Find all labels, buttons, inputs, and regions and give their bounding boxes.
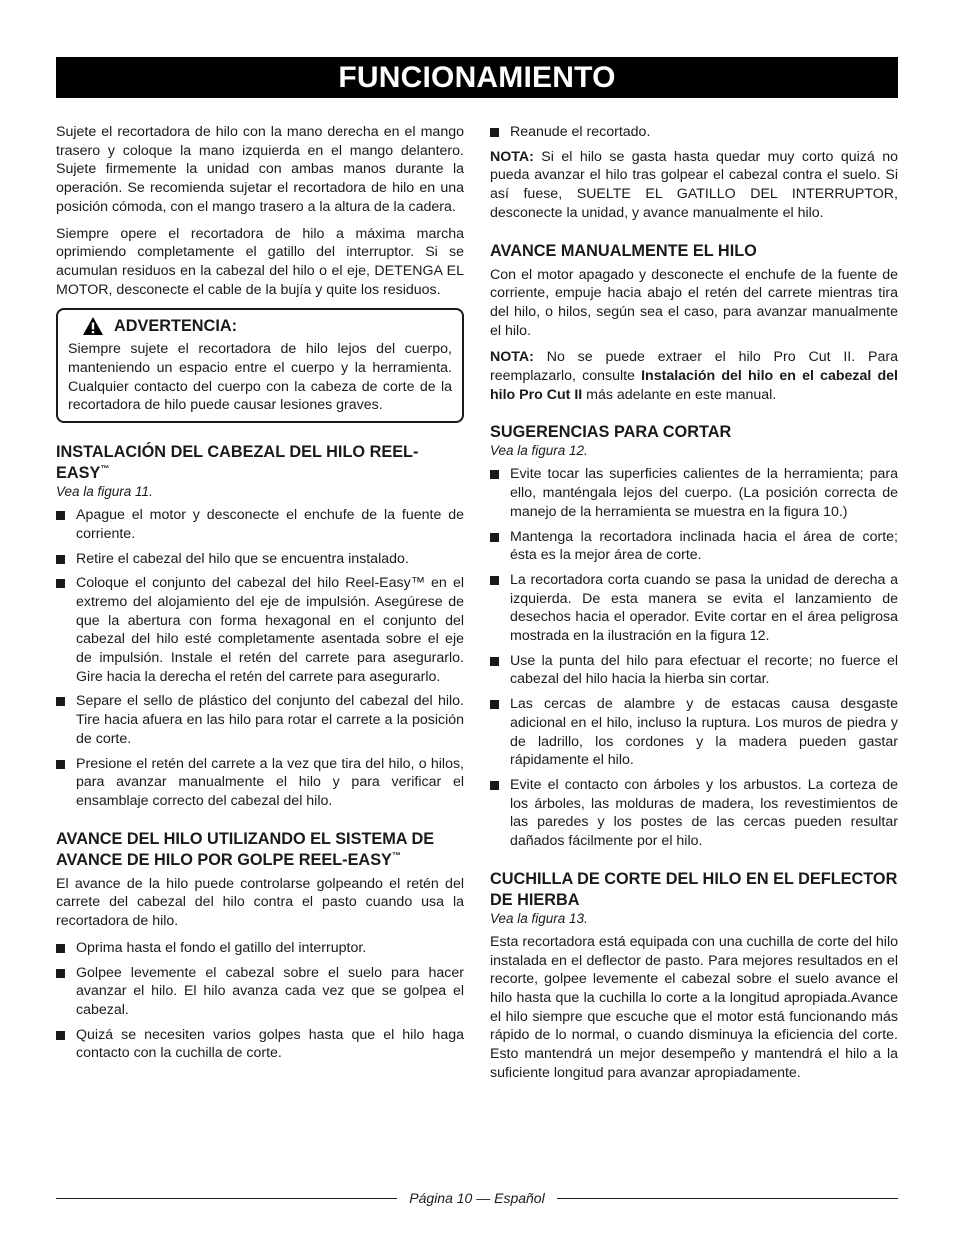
section-banner	[56, 57, 898, 98]
bump-section-title	[56, 829, 464, 871]
tips-list	[490, 465, 898, 850]
warning-triangle-icon	[82, 316, 104, 336]
note-label: NOTA:	[490, 349, 534, 366]
list-item: Retire el cabezal del hilo que se encuentra instalado.	[56, 550, 464, 569]
intro-paragraph-2: Siempre opere el recortadora de hilo a máxima marcha oprimiendo completamente el gatillo del interruptor. Si se acumulan residuos en la cabezal del hilo o el eje, DETENGA EL MOTOR, desconecte el cable de la bujía y quite los residuos.	[56, 225, 464, 298]
note-1	[490, 148, 898, 223]
see-figure-12: Vea la figura 12.	[490, 443, 588, 459]
note-2	[490, 348, 898, 404]
install-steps-list	[56, 506, 464, 811]
see-figure-11: Vea la figura 11.	[56, 484, 153, 500]
list-item: Presione el retén del carrete a la vez que tira del hilo, o hilos, para avanzar manualmente el hilo y para verificar el ensamblaje correcto del cabezal del hilo.	[56, 755, 464, 811]
manual-section-title: AVANCE MANUALMENTE EL HILO	[490, 241, 757, 260]
install-section-title	[56, 442, 464, 484]
list-item: La recortadora corta cuando se pasa la unidad de derecha a izquierda. De esta manera se evita el lanzamiento de desechos hacia el operador. Evite cortar en el área peligrosa mostrada en la ilustración en la figura 12.	[490, 571, 898, 646]
warning-text: Siempre sujete el recortadora de hilo lejos del cuerpo, manteniendo un espacio entre el cuerpo y la herramienta. Cualquier contacto del cuerpo con la cabeza de corte de la recortadora de hilo puede causar lesiones graves.	[68, 341, 452, 414]
trademark: ™	[100, 463, 110, 474]
page-number: Página 10 — Español	[409, 1190, 545, 1206]
note-label: NOTA:	[490, 148, 534, 165]
tips-section-title: SUGERENCIAS PARA CORTAR	[490, 423, 732, 442]
list-item: Evite tocar las superficies calientes de la herramienta; para ello, manténgala lejos del cuerpo. (La posición correcta de manejo de la herramienta se muestra en la figura 10.)	[490, 465, 898, 521]
bump-steps-list	[56, 939, 464, 1063]
list-item: Mantenga la recortadora inclinada hacia el área de corte; ésta es la mejor área de corte.	[490, 528, 898, 565]
note-text: No se puede extraer el hilo Pro Cut II. Para reemplazarlo, consulte	[490, 349, 898, 385]
list-item: Oprima hasta el fondo el gatillo del interruptor.	[56, 939, 464, 958]
list-item: Apague el motor y desconecte el enchufe de la fuente de corriente.	[56, 506, 464, 543]
note-text: Si el hilo se gasta hasta quedar muy corto quizá no pueda avanzar el hilo tras golpear el cabezal contra el suelo. Si así fuese, SUELTE EL GATILLO DEL INTERRUPTOR, desconecte la unidad, y avance manualmente el hilo.	[490, 148, 898, 221]
list-item: Use la punta del hilo para efectuar el recorte; no fuerce el cabezal del hilo hacia la hierba sin cortar.	[490, 652, 898, 689]
footer-rule-right	[557, 1198, 898, 1199]
list-item: Evite el contacto con árboles y los arbustos. La corteza de los árboles, las molduras de madera, los revestimientos de las paredes y los postes de las cercas pueden resultar dañados fácilmente por el hilo.	[490, 776, 898, 851]
list-item: Separe el sello de plástico del conjunto del cabezal del hilo. Tire hacia afuera en las hilo para rotar el carrete a la posición de corte.	[56, 692, 464, 748]
manual-text: Con el motor apagado y desconecte el enchufe de la fuente de corriente, empuje hacia abajo el retén del carrete mientras tira del hilo, o hilos, según sea el caso, para avanzar manualmente el hilo.	[490, 266, 898, 339]
list-item: Las cercas de alambre y de estacas causa desgaste adicional en el hilo, incluso la ruptura. Los muros de piedra y de ladrillo, los cordones y la madera pueden gastar rápidamente el hilo.	[490, 695, 898, 770]
footer-rule-left	[56, 1198, 397, 1199]
right-column	[490, 123, 898, 1090]
blade-section-title: CUCHILLA DE CORTE DEL HILO EN EL DEFLECTOR DE HIERBA	[490, 869, 898, 909]
blade-text: Esta recortadora está equipada con una cuchilla de corte del hilo instalada en el deflector de pasto. Para mejores resultados en el recorte, golpee levemente el cabezal sobre el suelo avance el hilo hasta que la cuchilla lo corte a la longitud apropiada.Avance el hilo siempre que escuche que el motor está funcionando más rápido de lo normal, o cuando disminuya la eficiencia del corte. Esto mantendrá un mejor desempeño y mantendrá el hilo a la suficiente longitud para avanzar apropiadamente.	[490, 933, 898, 1081]
bump-intro: El avance de la hilo puede controlarse golpeando el retén del carrete del cabezal del hilo contra el pasto cuando usa la recortadora de hilo.	[56, 875, 464, 930]
bump-title-text: AVANCE DEL HILO UTILIZANDO EL SISTEMA DE AVANCE DE HILO POR GOLPE REEL-EASY	[56, 829, 435, 869]
see-figure-13: Vea la figura 13.	[490, 910, 588, 926]
list-item: Quizá se necesiten varios golpes hasta que el hilo haga contacto con la cuchilla de corte.	[56, 1026, 464, 1063]
install-title-text: INSTALACIÓN DEL CABEZAL DEL HILO REEL-EASY	[56, 443, 419, 483]
warning-title: ADVERTENCIA:	[114, 316, 238, 335]
list-item: Golpee levemente el cabezal sobre el suelo para hacer avanzar el hilo. El hilo avanza cada vez que se golpea el cabezal.	[56, 964, 464, 1020]
list-item: Reanude el recortado.	[490, 123, 898, 142]
left-column	[56, 123, 464, 1071]
warning-header	[68, 316, 452, 336]
note-text: más adelante en este manual.	[582, 386, 777, 403]
warning-box	[56, 308, 464, 423]
page-footer	[56, 1188, 898, 1208]
resume-list	[490, 123, 898, 142]
note-reference: Instalación del hilo en el cabezal del hilo Pro Cut II	[490, 368, 898, 403]
list-item: Coloque el conjunto del cabezal del hilo Reel-Easy™ en el extremo del alojamiento del eje de impulsión. Asegúrese de que la abertura con forma hexagonal en el conjunto del cabezal del hilo esté completamente asentada sobre el eje de impulsión. Instale el retén del carrete para asegurarlo. Gire hacia la derecha el retén del carrete para asegurarlo.	[56, 574, 464, 686]
intro-paragraph-1: Sujete el recortadora de hilo con la mano derecha en el mango trasero y coloque la mano izquierda en el mango delantero. Sujete firmemente la unidad con ambas manos durante la operación. Se recomienda sujetar el recortadora de hilo en una posición cómoda, con el mango trasero a la altura de la cadera.	[56, 124, 464, 215]
trademark: ™	[391, 850, 401, 861]
page-title: FUNCIONAMIENTO	[338, 60, 616, 94]
